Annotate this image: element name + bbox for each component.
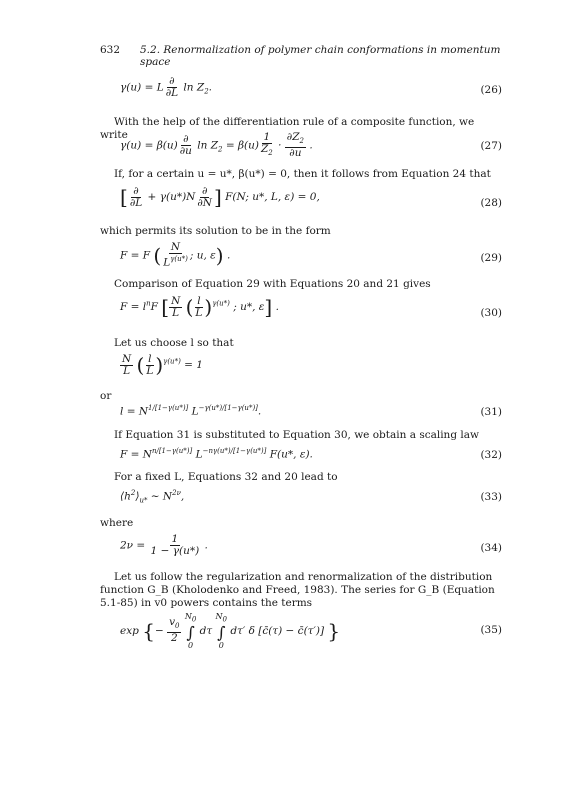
equation-number: (27): [480, 140, 502, 152]
equation-number: (29): [480, 252, 502, 264]
equation-number: (31): [480, 406, 502, 418]
equation-33: $⟨h^2⟩_{u*}$ ∼ $N^{2\nu}$, (33): [120, 489, 502, 505]
paragraph: For a fixed L, Equations 32 and 20 lead to: [114, 471, 338, 483]
paragraph: Comparison of Equation 29 with Equations 20 and 21 gives: [114, 278, 431, 290]
equation-number: (30): [480, 307, 502, 319]
page-number: 632: [100, 44, 121, 56]
equation-30: $F = l^nF$ [ $\frac{N}{L}$ ( $\frac{l}{L}$ )$^{\gamma(u*)}$ ; u*, ε] . (30): [120, 294, 502, 319]
equation-34: 2ν = $\frac{1}{1 - \gamma(u*)}$ . (34): [120, 533, 502, 557]
running-title: 5.2. Renormalization of polymer chain conformations in momentum space: [140, 44, 501, 68]
equation-number: (34): [480, 542, 502, 554]
equation-28: [ $\frac{\partial}{\partial L}$ + γ(u*)N $\frac{\partial}{\partial N}$ ] F(N; u*, L, ε) = 0, (28): [120, 184, 502, 209]
equation-number: (35): [480, 624, 502, 636]
equation-27: γ(u) = β(u) $\frac{\partial}{\partial u}$ $\ln Z_2 = \beta(u)$ $\frac{1}{Z_2}$ · $\frac{\partial Z_2}{\partial u}$ . (27): [120, 131, 502, 160]
equation-number: (33): [480, 491, 502, 503]
paragraph: or: [100, 390, 112, 402]
equation-26: γ(u) = L $\frac{\partial}{\partial L}$ $\ln Z_2$. (26): [120, 75, 502, 99]
equation-l-condition: $\frac{N}{L}$ ( $\frac{l}{L}$ )$^{\gamma(u*)}$ = 1: [122, 352, 203, 377]
equation-35: exp {− $\frac{v_0}{2}$ $N_0$ ∫ 0 dτ $N_0$ ∫ 0 dτ′ δ [c̄(τ) − c̄(τ′)] } (35): [120, 612, 502, 650]
paragraph: Let us follow the regularization and renormalization of the distribution function G_B (Kholodenko and Freed, 1983). The series for G_B (Equation 5.1-85) in v0 powers contains the terms: [100, 571, 495, 609]
paragraph: If, for a certain u = u*, β(u*) = 0, then it follows from Equation 24 that: [114, 168, 491, 180]
equation-number: (28): [480, 197, 502, 209]
paragraph: which permits its solution to be in the form: [100, 225, 331, 237]
paragraph: With the help of the differentiation rule of a composite function, we write: [100, 116, 475, 141]
equation-29: F = F ( $\frac{N}{L^{\gamma(u*)}}$ ; u, ε) . (29): [120, 241, 502, 269]
equation-32: $F = N^{n/[1-\gamma(u*)]}$ $L^{-n\gamma(u*)/[1-\gamma(u*)]}$ F(u*, ε). (32): [120, 447, 502, 461]
equation-31: $l = N^{1/[1-\gamma(u*)]}$ $L^{-\gamma(u*)/[1-\gamma(u*)]}$. (31): [120, 404, 502, 418]
paragraph: where: [100, 517, 134, 529]
equation-number: (26): [480, 84, 502, 96]
paragraph: If Equation 31 is substituted to Equation 30, we obtain a scaling law: [114, 429, 479, 441]
paragraph: Let us choose l so that: [114, 337, 234, 349]
equation-number: (32): [480, 449, 502, 461]
